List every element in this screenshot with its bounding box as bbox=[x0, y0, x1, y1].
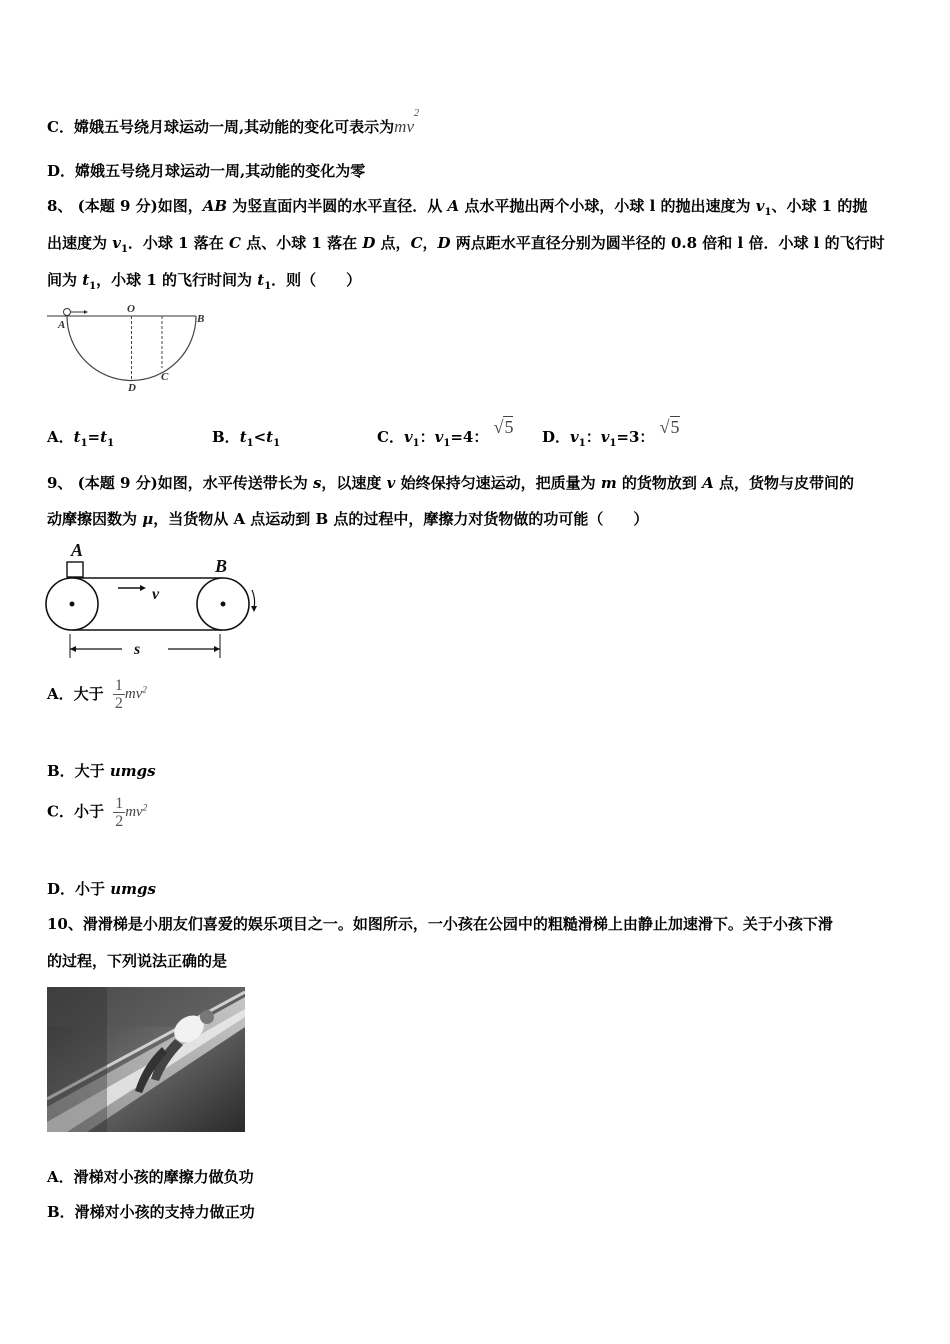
q8-l2-t0: 出速度为 bbox=[47, 234, 113, 252]
q9-a-fraction bbox=[113, 677, 125, 712]
q9-a-math: mv bbox=[124, 686, 143, 702]
q8-d-sub1: 1 bbox=[578, 438, 586, 449]
q9-l1-t7: A bbox=[702, 474, 714, 492]
q9-l1-t3: v bbox=[386, 474, 396, 492]
q8-l3-t2: 1 bbox=[89, 281, 97, 292]
q9-rotation-arc bbox=[252, 590, 255, 608]
q8-b-sub1: 1 bbox=[246, 438, 254, 449]
q9-option-c bbox=[47, 795, 147, 830]
q8-b-op: < bbox=[253, 428, 267, 446]
q9-c-frac-den: 2 bbox=[115, 813, 124, 830]
q9-c-math: mv bbox=[125, 804, 143, 820]
q8-label-c: C bbox=[161, 371, 169, 383]
q8-l3-t3: ，小球 1 的飞行时间为 bbox=[96, 271, 258, 289]
q9-c-fraction bbox=[113, 795, 125, 830]
q8-c-op: ： bbox=[419, 428, 435, 446]
q9-l2-t1: μ bbox=[142, 510, 154, 528]
q8-line-3 bbox=[47, 270, 361, 297]
q8-arrow-head-icon bbox=[84, 310, 88, 314]
q8-label-a: A bbox=[58, 319, 66, 331]
q8-semicircle-diagram bbox=[44, 302, 214, 394]
q10-line-1: 10、滑滑梯是小朋友们喜爱的娱乐项目之一。如图所示，一小孩在公园中的粗糙滑梯上由静止加速滑下。关于小孩下滑 bbox=[47, 915, 833, 933]
q8-c-prefix: C． bbox=[377, 428, 404, 446]
q10-option-a: A．滑梯对小孩的摩擦力做负功 bbox=[47, 1168, 254, 1186]
q9-c-text: C．小于 bbox=[47, 802, 104, 821]
q8-l3-t5: 1 bbox=[264, 281, 272, 292]
q9-option-d bbox=[47, 879, 156, 899]
q8-label-b: B bbox=[197, 313, 205, 325]
q9-conveyor-diagram bbox=[40, 540, 270, 662]
q9-l1-t0: 9、 (本题 9 分)如图，水平传送带长为 bbox=[47, 474, 313, 492]
q8-l1-t3: A bbox=[447, 197, 460, 215]
q7-option-c-math: mv bbox=[394, 117, 414, 136]
q8-a-sub1: 1 bbox=[80, 438, 88, 449]
q8-d-sqrt: √5 bbox=[659, 417, 680, 437]
q8-c-tail: =4： bbox=[450, 428, 489, 446]
q9-l2-t2: ，当货物从 A 点运动到 B 点的过程中，摩擦力对货物做的功可能（ ） bbox=[153, 510, 649, 528]
q8-label-d: D bbox=[128, 382, 136, 394]
q8-b-var1: t bbox=[239, 428, 247, 446]
q8-d-prefix: D． bbox=[542, 428, 571, 446]
q8-l2-t4: C bbox=[229, 234, 241, 252]
q8-l1-t7: 、小球 1 的抛 bbox=[771, 197, 868, 215]
q8-c-sqrt-value: 5 bbox=[504, 417, 514, 437]
q10-slide-photo bbox=[47, 987, 245, 1132]
q8-option-c bbox=[377, 417, 514, 449]
q9-d-text: D．小于 bbox=[47, 880, 111, 898]
q9-s-arrow-left-icon bbox=[70, 646, 76, 652]
q9-l1-t6: 的货物放到 bbox=[616, 474, 703, 492]
q8-a-var2: t bbox=[100, 428, 108, 446]
q8-b-var2: t bbox=[266, 428, 274, 446]
q9-line-1 bbox=[47, 473, 854, 493]
q9-label-s: s bbox=[134, 641, 141, 658]
q9-cargo-box bbox=[67, 562, 83, 577]
q8-l2-t7: 点， bbox=[375, 234, 411, 252]
q8-option-a bbox=[47, 426, 114, 449]
q8-line-1 bbox=[47, 196, 867, 223]
q8-l1-t0: 8、 (本题 9 分)如图， bbox=[47, 197, 203, 215]
q8-c-sub1: 1 bbox=[412, 438, 420, 449]
q8-l2-t2: 1 bbox=[120, 244, 128, 255]
q9-b-math: umgs bbox=[109, 762, 156, 780]
q8-c-var2: v bbox=[434, 428, 444, 446]
q9-a-exp: 2 bbox=[142, 684, 147, 695]
q8-l1-t4: 点水平抛出两个小球，小球 l 的抛出速度为 bbox=[459, 197, 756, 215]
q9-line-2 bbox=[47, 509, 648, 529]
q9-option-b bbox=[47, 761, 156, 781]
q9-s-arrow-right-icon bbox=[214, 646, 220, 652]
q8-label-o: O bbox=[127, 303, 135, 315]
q8-l3-t4: t bbox=[257, 271, 265, 289]
q8-l2-t6: D bbox=[362, 234, 376, 252]
q8-l2-t3: ．小球 1 落在 bbox=[127, 234, 230, 252]
q8-line-2 bbox=[47, 233, 885, 260]
q8-d-var1: v bbox=[570, 428, 579, 446]
q8-l1-t6: 1 bbox=[764, 207, 772, 218]
q8-l2-t8: C bbox=[410, 234, 423, 252]
q8-l1-t2: 为竖直面内半圆的水平直径．从 bbox=[227, 197, 448, 215]
q9-rotation-arrow-icon bbox=[251, 606, 257, 612]
q9-d-math: umgs bbox=[110, 880, 156, 898]
q9-option-a bbox=[47, 677, 147, 712]
q10-option-b: B．滑梯对小孩的支持力做正功 bbox=[47, 1203, 255, 1221]
q8-d-tail: =3： bbox=[616, 428, 655, 446]
q8-d-op: ： bbox=[585, 428, 601, 446]
q8-l2-t10: D bbox=[437, 234, 451, 252]
q8-l1-t5: v bbox=[755, 197, 765, 215]
q8-l2-t11: 两点距水平直径分别为圆半径的 0.8 倍和 l 倍．小球 l 的飞行时 bbox=[450, 234, 885, 252]
q8-l2-t5: 点、小球 1 落在 bbox=[240, 234, 363, 252]
q8-c-sub2: 1 bbox=[443, 438, 451, 449]
q8-l3-t0: 间为 bbox=[47, 271, 83, 289]
q9-l1-t8: 点，货物与皮带间的 bbox=[713, 474, 855, 492]
q8-option-b bbox=[212, 426, 280, 449]
q8-d-sub2: 1 bbox=[609, 438, 617, 449]
q8-a-op: = bbox=[87, 428, 101, 446]
q9-b-text: B．大于 bbox=[47, 762, 110, 780]
q9-a-text: A．大于 bbox=[47, 684, 104, 703]
q8-l2-t9: ， bbox=[422, 234, 438, 252]
q9-l1-t1: s bbox=[312, 474, 322, 492]
q7-option-c-text: C．嫦娥五号绕月球运动一周,其动能的变化可表示为 bbox=[47, 118, 395, 136]
q7-option-c bbox=[47, 108, 419, 137]
q8-option-d bbox=[542, 417, 680, 449]
q8-d-var2: v bbox=[600, 428, 610, 446]
q8-l3-t1: t bbox=[82, 271, 90, 289]
q9-left-axle bbox=[70, 602, 75, 607]
q8-c-sqrt: √5 bbox=[493, 417, 514, 437]
q9-c-frac-num: 1 bbox=[115, 795, 124, 812]
q9-label-v: v bbox=[152, 586, 160, 603]
q8-a-prefix: A． bbox=[47, 428, 74, 446]
q7-option-d: D．嫦娥五号绕月球运动一周,其动能的变化为零 bbox=[47, 162, 366, 180]
q8-c-var1: v bbox=[403, 428, 413, 446]
q9-l1-t4: 始终保持匀速运动，把质量为 bbox=[395, 474, 601, 492]
q9-a-frac-den: 2 bbox=[114, 695, 123, 712]
q9-a-frac-num: 1 bbox=[114, 677, 123, 694]
q8-b-prefix: B． bbox=[212, 428, 240, 446]
q9-l2-t0: 动摩擦因数为 bbox=[47, 510, 143, 528]
q8-ball-icon bbox=[64, 309, 71, 316]
q8-l1-t1: AB bbox=[202, 197, 228, 215]
q8-a-var1: t bbox=[73, 428, 81, 446]
q9-label-b: B bbox=[215, 556, 228, 576]
q8-l2-t1: v bbox=[112, 234, 121, 252]
q9-c-exp: 2 bbox=[142, 802, 148, 813]
q9-l1-t2: ，以速度 bbox=[321, 474, 387, 492]
q10-line-2: 的过程，下列说法正确的是 bbox=[47, 952, 228, 970]
q8-a-sub2: 1 bbox=[107, 438, 115, 449]
q9-right-axle bbox=[221, 602, 226, 607]
q8-b-sub2: 1 bbox=[273, 438, 281, 449]
q7-option-c-exp: 2 bbox=[414, 108, 419, 119]
q8-l3-t6: ．则（ ） bbox=[271, 271, 362, 289]
q9-l1-t5: m bbox=[600, 474, 617, 492]
q9-velocity-arrow-head-icon bbox=[140, 585, 146, 591]
q9-label-a: A bbox=[71, 540, 84, 560]
q8-d-sqrt-value: 5 bbox=[670, 417, 680, 437]
